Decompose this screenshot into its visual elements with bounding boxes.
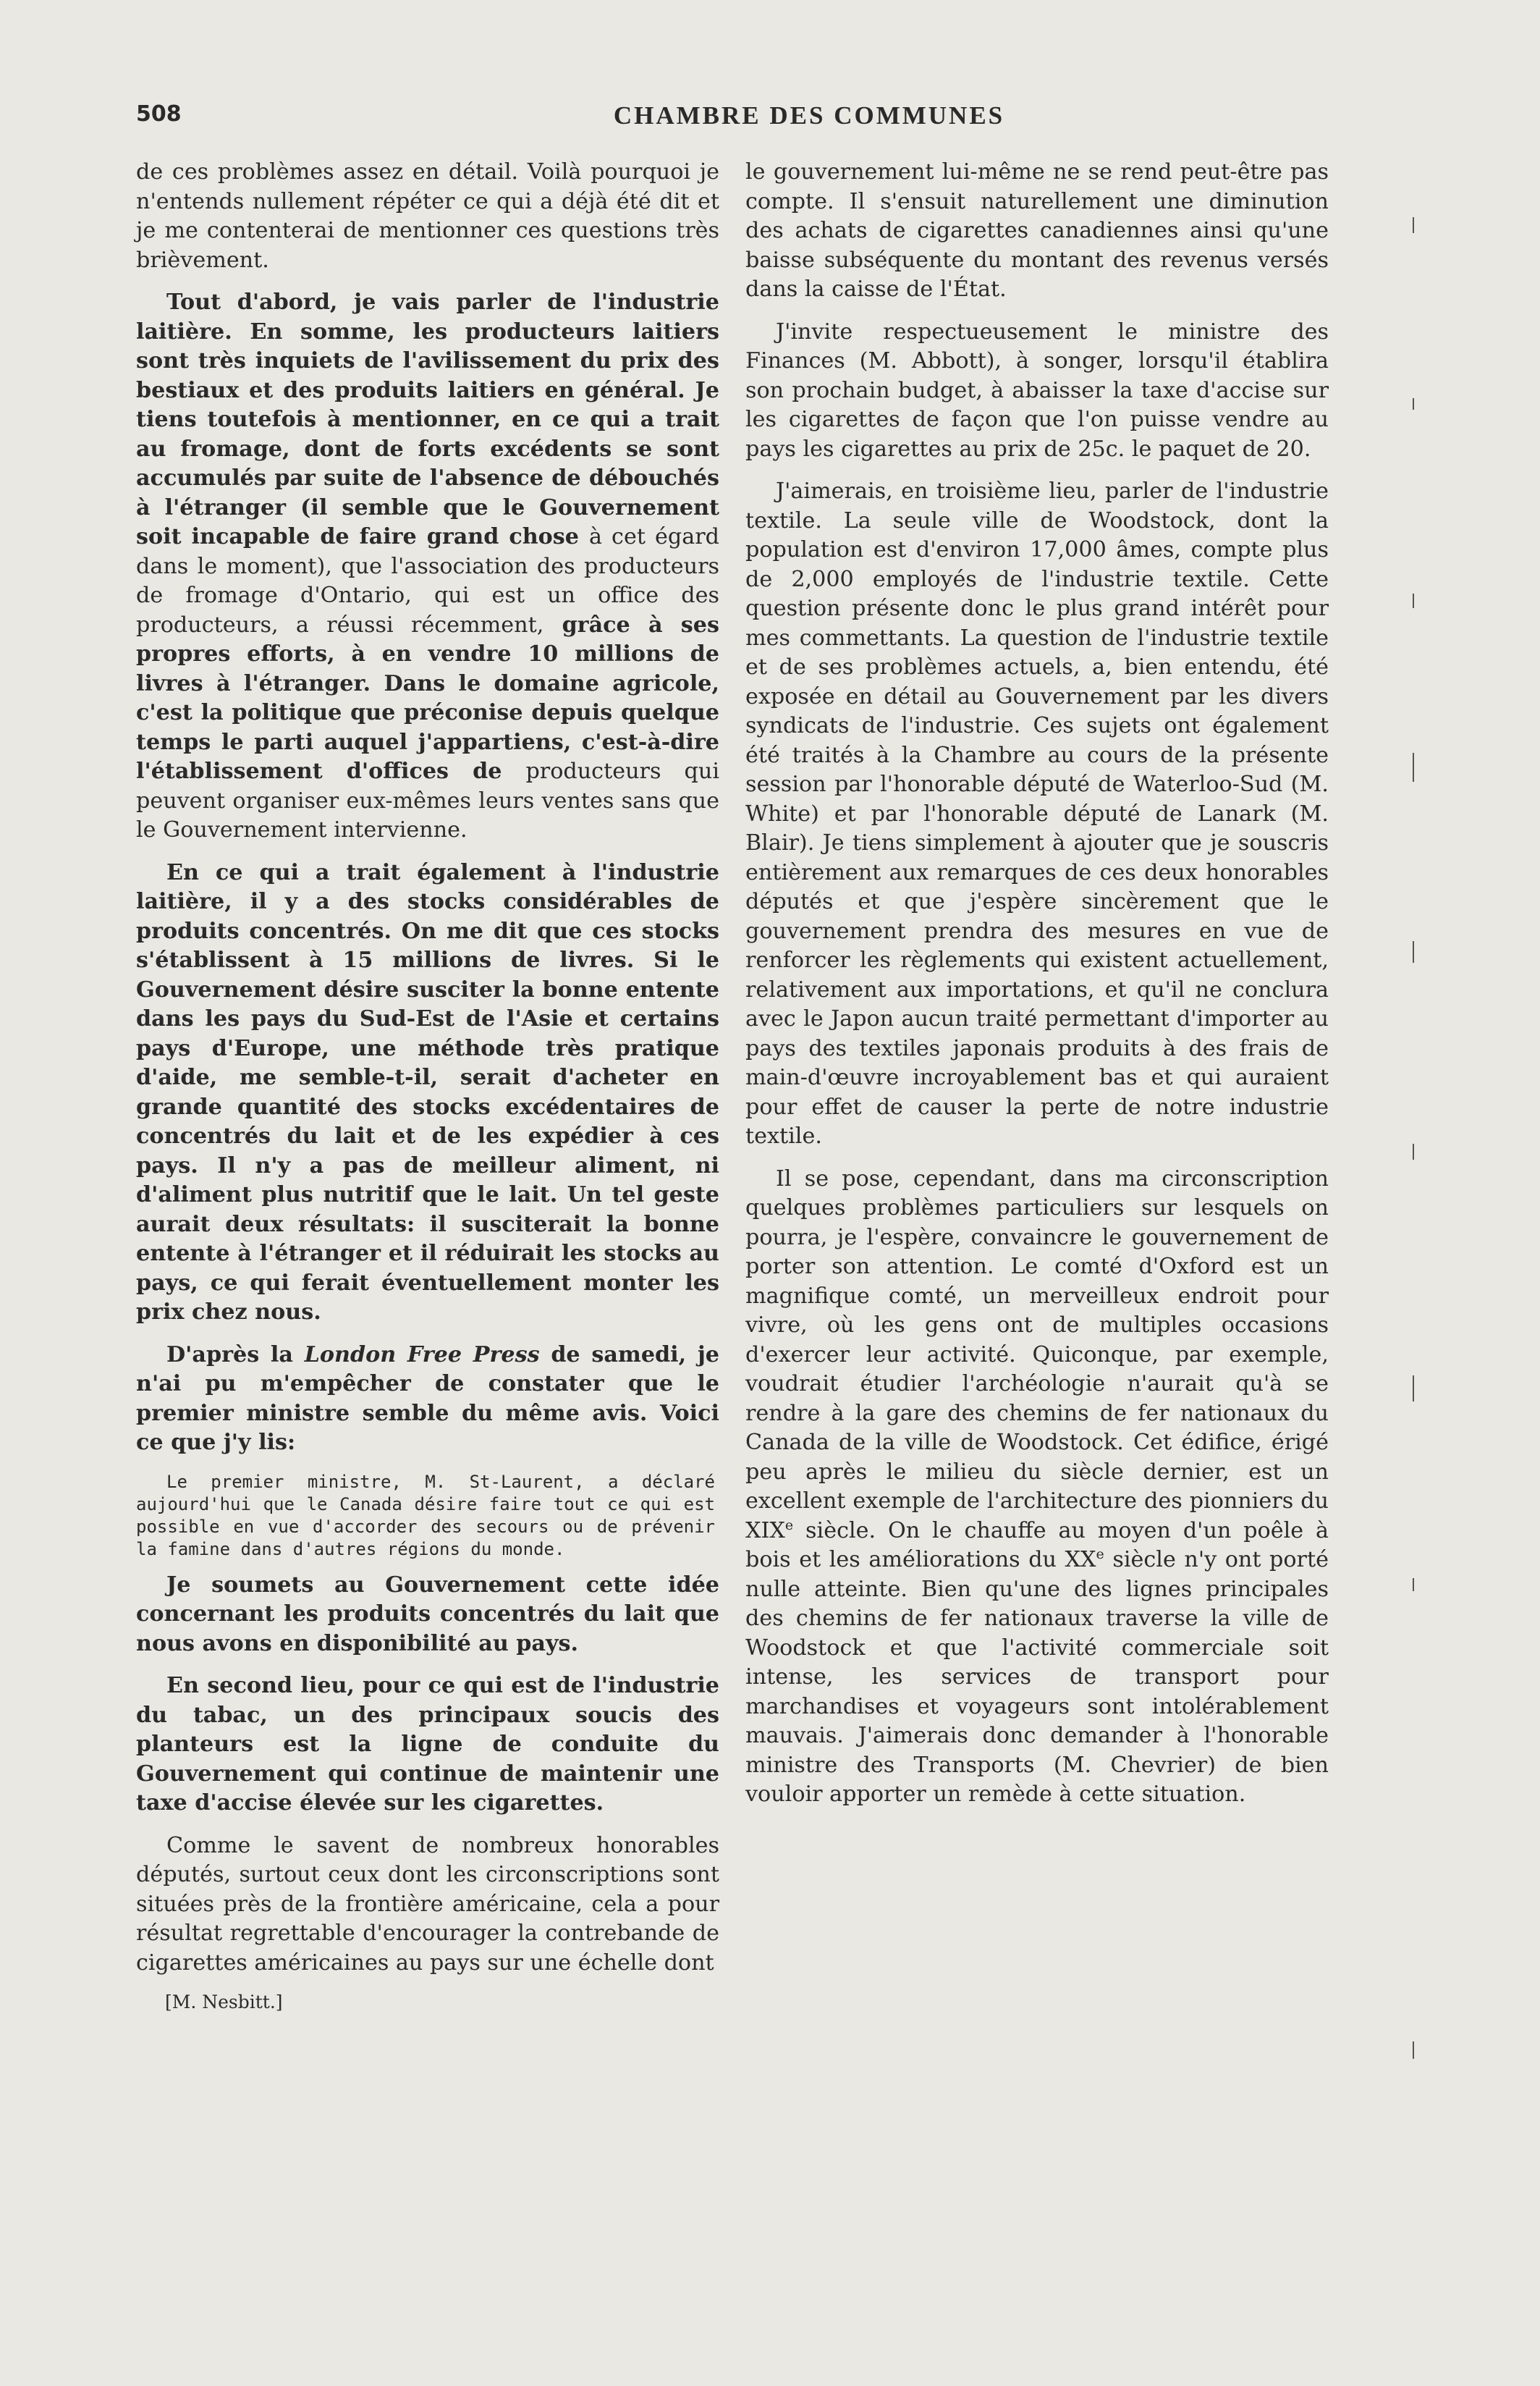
speaker-attribution: [M. Nesbitt.] bbox=[165, 1991, 283, 2012]
page-number: 508 bbox=[136, 101, 182, 127]
superscript: e bbox=[784, 1517, 794, 1533]
paragraph-text: à cet égard dans le moment), que l'association des producteurs de fromage d'Ontario, qui est un office des producteurs, a réussi récemment, bbox=[136, 524, 719, 638]
paragraph-text: siècle n'y ont porté nulle atteinte. Bien qu'une des lignes principales des chemins de fer nationaux traverse la ville de Woodstock et que l'activité commerciale soit intense, les services de transport pour marchandises et voyageurs sont intolérablement mauvais. J'aimerais donc demander à l'honorable ministre des Transports (M. Chevrier) de bien vouloir apporter un remède à cette situation. bbox=[745, 1547, 1329, 1807]
paragraph-text: producteurs qui peuvent organiser eux-mêmes leurs ventes sans que le Gouvernement intervienne. bbox=[136, 759, 719, 843]
paragraph-text: D'après la bbox=[166, 1341, 305, 1367]
scan-mark bbox=[1413, 217, 1414, 233]
scan-mark bbox=[1413, 753, 1414, 782]
scan-mark bbox=[1413, 594, 1414, 608]
page-header bbox=[136, 101, 1439, 133]
quotation: Le premier ministre, M. St-Laurent, a déclaré aujourd'hui que le Canada désire faire tout ce qui est possible en vue d'accorder des secours ou de prévenir la famine dans d'autres régions du monde. bbox=[136, 1471, 715, 1559]
scan-mark bbox=[1413, 398, 1414, 410]
paragraph-tobacco: En second lieu, pour ce qui est de l'industrie du tabac, un des principaux soucis des planteurs est la ligne de conduite du Gouvernement qui continue de maintenir une taxe d'accise élevée sur les cigarettes. bbox=[136, 1673, 719, 1816]
paragraph-text: Il se pose, cependant, dans ma circonscription quelques problèmes particuliers sur lesquels on pourra, je l'espère, convaincre le gouvernement de porter son attention. Le comté d'Oxford est un magnifique comté, un merveilleux endroit pour vivre, où les gens ont de multiples occasions d'exercer leur activité. Quiconque, par exemple, voudrait étudier l'archéologie n'aurait qu'à se rendre à la gare des chemins de fer nationaux du Canada de la ville de Woodstock. Cet édifice, érigé peu après le milieu du siècle dernier, est un excellent exemple de l'architecture des pionniers du XIX bbox=[745, 1165, 1329, 1543]
paragraph: Comme le savent de nombreux honorables députés, surtout ceux dont les circonscriptions sont situées près de la frontière américaine, cela a pour résultat regrettable d'encourager la contrebande de cigarettes américaines au pays sur une échelle dont bbox=[136, 1832, 719, 1976]
paragraph: Je soumets au Gouvernement cette idée concernant les produits concentrés du lait que nous avons en disponibilité au pays. bbox=[136, 1572, 719, 1656]
paragraph: le gouvernement lui-même ne se rend peut-être pas compte. Il s'ensuit naturellement une diminution des achats de cigarettes canadiennes ainsi qu'une baisse subséquente du montant des revenus versés dans la caisse de l'État. bbox=[745, 159, 1329, 302]
running-head-title: CHAMBRE DES COMMUNES bbox=[613, 101, 1005, 130]
paragraph-dairy bbox=[136, 288, 719, 846]
scan-mark bbox=[1413, 1578, 1414, 1591]
scan-mark bbox=[1413, 2041, 1414, 2059]
scan-mark bbox=[1413, 1375, 1414, 1401]
paragraph-text: grâce à ses propres efforts, à en vendre 10 millions de livres à l'étranger. Dans le domaine agricole, c'est la politique que préconise depuis quelque temps le parti auquel j'appartiens, c'est-à-dire l'établissement d'offices de bbox=[136, 612, 720, 784]
margin-scan-marks bbox=[1413, 203, 1427, 2085]
paragraph-text: de samedi, je n'ai pu m'empêcher de constater que le premier ministre semble du même avis. Voici ce que j'y lis: bbox=[136, 1341, 719, 1455]
paragraph: J'invite respectueusement le ministre des Finances (M. Abbott), à songer, lorsqu'il établira son prochain budget, à abaisser la taxe d'accise sur les cigarettes de façon que l'on puisse vendre au pays les cigarettes au prix de 25c. le paquet de 20. bbox=[745, 319, 1329, 462]
paragraph-concentrates: En ce qui a trait également à l'industrie laitière, il y a des stocks considérables de produits concentrés. On me dit que ces stocks s'établissent à 15 millions de livres. Si le Gouvernement désire susciter la bonne entente dans les pays du Sud-Est de l'Asie et certains pays d'Europe, une méthode très pratique d'aide, me semble-t-il, serait d'acheter en grande quantité des stocks excédentaires de concentrés du lait et de les expédier à ces pays. Il n'y a pas de meilleur aliment, ni d'aliment plus nutritif que le lait. Un tel geste aurait deux résultats: il susciterait la bonne entente à l'étranger et il réduirait les stocks au pays, ce qui ferait éventuellement monter les prix chez nous. bbox=[136, 859, 719, 1325]
newspaper-title: London Free Press bbox=[304, 1341, 540, 1367]
paragraph-press bbox=[136, 1341, 719, 1458]
paragraph-text: siècle. On le chauffe au moyen d'un poêle à bois et les améliorations du XX bbox=[745, 1517, 1329, 1572]
paragraph-woodstock bbox=[745, 1165, 1329, 1810]
superscript: e bbox=[1096, 1546, 1104, 1562]
paragraph: de ces problèmes assez en détail. Voilà pourquoi je n'entends nullement répéter ce qui a déjà été dit et je me contenterai de mentionner ces questions très brièvement. bbox=[136, 159, 719, 273]
left-column bbox=[136, 158, 719, 2027]
scan-mark bbox=[1413, 1144, 1414, 1160]
right-column bbox=[745, 158, 1329, 1823]
paragraph-textile: J'aimerais, en troisième lieu, parler de l'industrie textile. La seule ville de Woodstock, dont la population est d'environ 17,000 âmes, compte plus de 2,000 employés de l'industrie textile. Cette question présente donc le plus grand intérêt pour mes commettants. La question de l'industrie textile et de ses problèmes actuels, a, bien entendu, été exposée en détail au Gouvernement par les divers syndicats de l'industrie. Ces sujets ont également été traités à la Chambre au cours de la présente session par l'honorable député de Waterloo-Sud (M. White) et par l'honorable député de Lanark (M. Blair). Je tiens simplement à ajouter que je souscris entièrement aux remarques de ces deux honorables députés et que j'espère sincèrement que le gouvernement prendra des mesures en vue de renforcer les règlements qui existent actuellement, relativement aux importations, et qu'il ne conclura avec le Japon aucun traité permettant d'importer au pays des textiles japonais produits à des frais de main-d'œuvre incroyablement bas et qui auraient pour effet de causer la perte de notre industrie textile. bbox=[745, 479, 1329, 1149]
paragraph-text: Tout d'abord, je vais parler de l'industrie laitière. En somme, les producteurs laitiers sont très inquiets de l'avilissement du prix des bestiaux et des produits laitiers en général. Je tiens toutefois à mentionner, en ce qui a trait au fromage, dont de forts excédents se sont accumulés par suite de l'absence de débouchés à l'étranger (il semble que le Gouvernement soit incapable de faire grand chose bbox=[136, 290, 719, 549]
scan-mark bbox=[1413, 941, 1414, 963]
